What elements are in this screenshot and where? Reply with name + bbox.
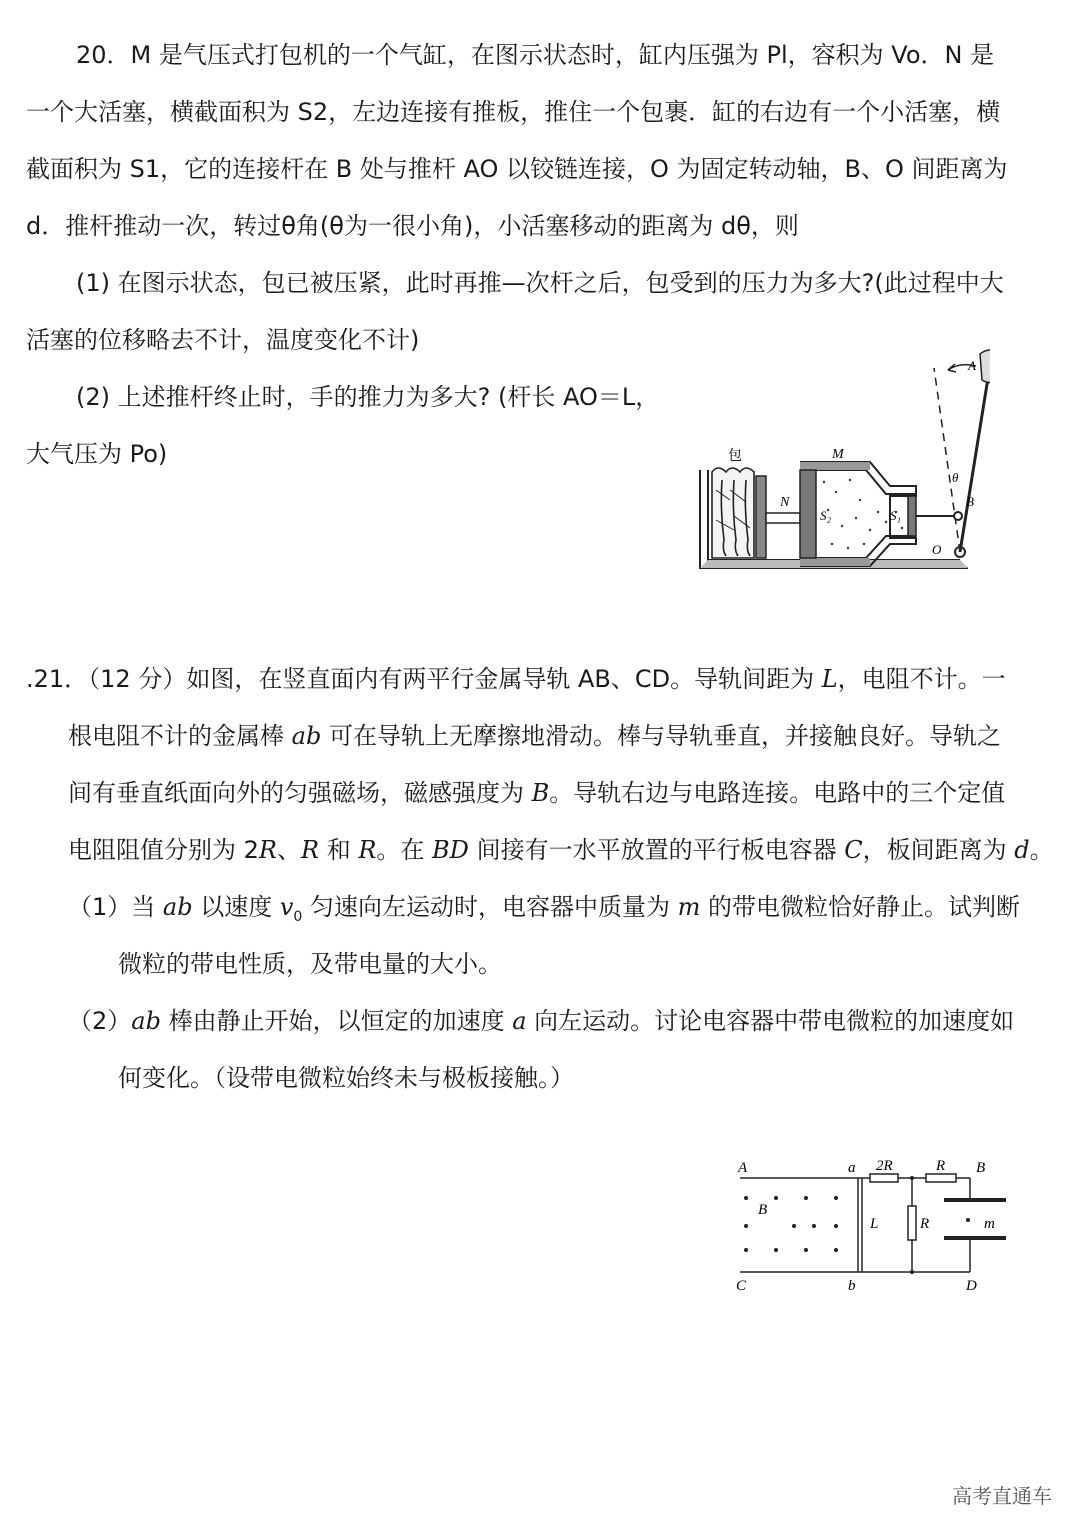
charged-particle — [966, 1218, 970, 1222]
var-C: C — [844, 836, 863, 864]
text-span: 的带电微粒恰好静止。试判断 — [700, 893, 1020, 921]
packing-machine-figure — [690, 340, 990, 580]
q21-line-3 — [68, 778, 1005, 808]
q20-line-3: 截面积为 S1，它的连接杆在 B 处与推杆 AO 以铰链连接，O 为固定转动轴，B、O 间距离为 — [26, 155, 1008, 183]
q20-part2-line-1: (2) 上述推杆终止时，手的推力为多大? (杆长 AO＝L， — [76, 383, 660, 411]
var-R: R — [358, 836, 377, 864]
label-B-field: B — [758, 1202, 768, 1218]
q21-line-1 — [26, 664, 1006, 694]
text-span: 可在导轨上无摩擦地滑动。棒与导轨垂直，并接触良好。导轨之 — [321, 722, 1001, 750]
q20-part1-line-2: 活塞的位移略去不计，温度变化不计) — [26, 326, 420, 354]
package — [712, 468, 754, 558]
small-piston-S1 — [908, 496, 916, 536]
text-span: （2） — [68, 1007, 132, 1035]
big-piston-N — [800, 470, 816, 558]
subscript-0: 0 — [293, 908, 303, 925]
label-N: N — [780, 495, 790, 510]
q20-part1-line-1: (1) 在图示状态，包已被压紧，此时再推—次杆之后，包受到的压力为多大?(此过程中大 — [76, 269, 1004, 297]
label-m: m — [984, 1216, 995, 1232]
var-B: B — [531, 779, 550, 807]
text-span: ，电阻不计。一 — [837, 665, 1006, 693]
reference-dashed-line — [934, 368, 960, 552]
label-O: O — [932, 542, 942, 557]
label-theta: θ — [952, 470, 959, 485]
text-span: 以速度 — [192, 893, 280, 921]
q21-part1-line-1 — [68, 892, 1020, 932]
var-L: L — [821, 665, 838, 693]
q21-part1-line-2: 微粒的带电性质，及带电量的大小。 — [118, 950, 502, 978]
label-A: A — [968, 358, 976, 373]
var-R: R — [258, 836, 277, 864]
label-M: M — [832, 447, 844, 462]
text-span: ，板间距离为 — [862, 836, 1015, 864]
text-span: 。在 — [376, 836, 433, 864]
label-B-point: B — [976, 1160, 986, 1176]
q21-line-4 — [68, 835, 1054, 865]
hand-icon — [980, 350, 990, 383]
text-span: 电阻阻值分别为 2 — [68, 836, 259, 864]
label-C: C — [736, 1278, 747, 1294]
label-L: L — [870, 1216, 879, 1232]
label-2R: 2R — [876, 1158, 893, 1174]
text-span: 。导轨右边与电路连接。电路中的三个定值 — [549, 779, 1006, 807]
text-span: 。 — [1029, 836, 1054, 864]
q20-line-1: 20．M 是气压式打包机的一个气缸，在图示状态时，缸内压强为 Pl，容积为 Vo．N 是 — [76, 41, 995, 69]
label-B: B — [966, 494, 974, 509]
label-A: A — [738, 1160, 748, 1176]
label-S1: S₁ — [890, 508, 902, 523]
var-v: v — [279, 893, 294, 921]
q20-line-2: 一个大活塞，横截面积为 S2，左边连接有推板，推住一个包裹．缸的右边有一个小活塞，横 — [26, 98, 1001, 126]
resistor-R-top — [926, 1174, 956, 1182]
text-span: 和 — [319, 836, 359, 864]
resistor-2R — [870, 1174, 898, 1182]
label-D: D — [966, 1278, 977, 1294]
q21-line-2 — [68, 721, 1001, 751]
label-bao: 包 — [728, 448, 742, 464]
var-ab: ab — [131, 1007, 161, 1035]
q20-line-4: d．推杆推动一次，转过θ角(θ为一很小角)，小活塞移动的距离为 dθ，则 — [26, 212, 799, 240]
resistor-R-mid — [908, 1206, 916, 1240]
var-a: a — [512, 1007, 527, 1035]
var-R: R — [300, 836, 320, 864]
text-span: .21．（12 分）如图，在竖直面内有两平行金属导轨 AB、CD。导轨间距为 — [26, 665, 822, 693]
text-span: 、 — [276, 836, 301, 864]
text-span: 间有垂直纸面向外的匀强磁场，磁感强度为 — [68, 779, 532, 807]
push-rod — [766, 513, 800, 523]
label-R-top: R — [936, 1158, 946, 1174]
label-S2: S₂ — [820, 508, 832, 523]
q20-part2-line-2: 大气压为 Po) — [26, 440, 168, 468]
label-R-mid: R — [920, 1216, 930, 1232]
watermark: 高考直通车 — [952, 1484, 1052, 1508]
text-span: 棒由静止开始，以恒定的加速度 — [160, 1007, 513, 1035]
text-span: 匀速向左运动时，电容器中质量为 — [302, 893, 678, 921]
push-plate — [756, 476, 766, 558]
lever-AO — [960, 378, 988, 552]
label-a: a — [848, 1160, 856, 1176]
var-m: m — [677, 893, 701, 921]
var-ab: ab — [162, 893, 193, 921]
var-d: d — [1014, 836, 1030, 864]
label-b: b — [848, 1278, 856, 1294]
q21-part2-line-2: 何变化。（设带电微粒始终未与极板接触。） — [118, 1064, 574, 1092]
text-span: （1）当 — [68, 893, 163, 921]
var-BD: BD — [432, 836, 469, 864]
text-span: 向左运动。讨论电容器中带电微粒的加速度如 — [526, 1007, 1015, 1035]
text-span: 间接有一水平放置的平行板电容器 — [468, 836, 845, 864]
q21-part2-line-1 — [68, 1006, 1014, 1036]
hinge-B — [954, 512, 962, 520]
text-span: 根电阻不计的金属棒 — [68, 722, 292, 750]
var-ab: ab — [291, 722, 322, 750]
circuit-figure — [730, 1150, 1020, 1300]
